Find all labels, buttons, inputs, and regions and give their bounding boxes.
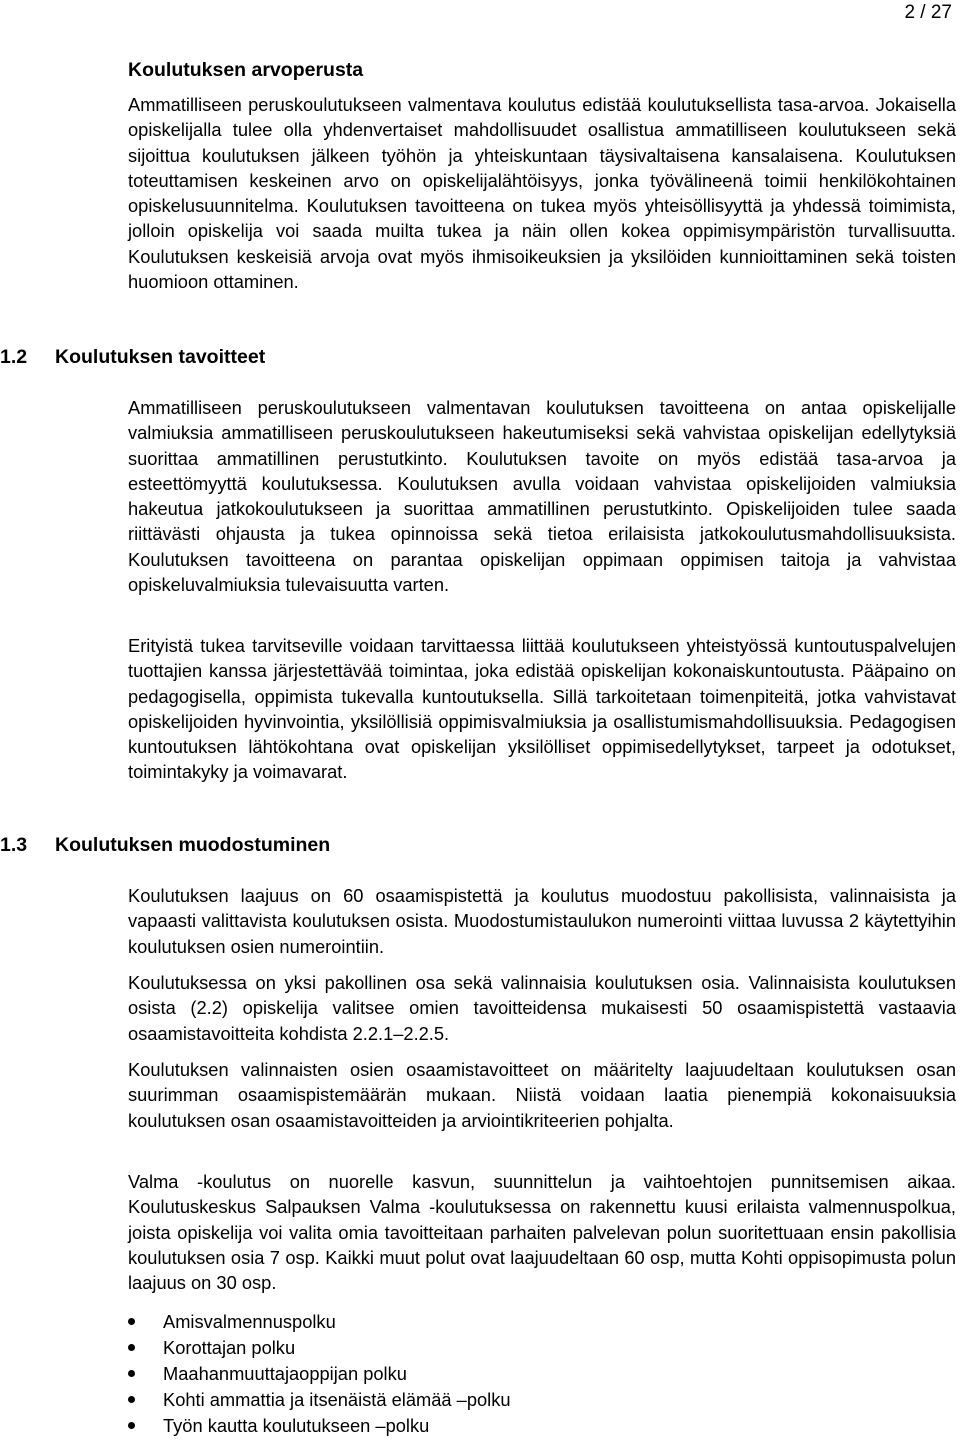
- paragraph-muodostuminen-1: Koulutuksen laajuus on 60 osaamispistettä ja koulutus muodostuu pakollisista, valinnaisista ja vapaasti valittavista koulutuksen osista. Muodostumistaulukon numerointi viittaa luvussa 2 käytettyihin koulutuksen osien numerointiin.: [128, 885, 956, 957]
- page-number: 2 / 27: [904, 2, 952, 23]
- paragraph-muodostuminen-4: Valma -koulutus on nuorelle kasvun, suunnittelun ja vaihtoehtojen punnitsemisen aikaa. Koulutuskeskus Salpauksen Valma -koulutuksessa on rakennettu kuusi erilaista valmennuspolkua, joista opiskelija voi valita omia tavoitteitaan parhaiten palvelevan polun suoritettuaan ensin pakollisia koulutuksen osia 7 osp. Kaikki muut polut ovat laajuudeltaan 60 osp, mutta Kohti oppisopimusta polun laajuus on 30 osp.: [128, 1171, 956, 1294]
- valmennuspolku-list: [128, 1309, 511, 1439]
- paragraph-arvoperusta: Ammatilliseen peruskoulutukseen valmentava koulutus edistää koulutuksellista tasa-arvoa. Jokaisella opiskelijalla tulee olla yhdenvertaiset mahdollisuudet osallistua ammatilliseen koulutukseen sekä sijoittua koulutuksen jälkeen työhön ja yhteiskuntaan täysivaltaisena kansalaisena. Koulutuksen toteuttamisen keskeinen arvo on opiskelijalähtöisyys, jonka työvälineenä toimii henkilökohtainen opiskelusuunnitelma. Koulutuksen tavoitteena on tukea myös yhteisöllisyyttä ja yhdessä toimimista, jolloin opiskelija voi saada muilta tukea ja näin ollen kokea oppimisympäristön turvallisuutta. Koulutuksen keskeisiä arvoja ovat myös ihmisoikeuksien ja yksilöiden kunnioittaminen sekä toisten huomioon ottaminen.: [128, 94, 956, 293]
- bullet-icon: [128, 1370, 135, 1377]
- bullet-icon: [128, 1318, 135, 1325]
- paragraph-muodostuminen-2: Koulutuksessa on yksi pakollinen osa sekä valinnaisia koulutuksen osia. Valinnaisista koulutuksen osista (2.2) opiskelija valitsee omien tavoitteidensa mukaisesti 50 osaamispistettä vastaavia osaamistavoitteita kohdista 2.2.1–2.2.5.: [128, 972, 956, 1044]
- paragraph-tavoitteet-1: Ammatilliseen peruskoulutukseen valmentavan koulutuksen tavoitteena on antaa opiskelijalle valmiuksia ammatilliseen peruskoulutukseen hakeutumiseksi sekä vahvistaa opiskelijan edellytyksiä suorittaa ammatillinen perustutkinto. Koulutuksen tavoite on myös edistää tasa-arvoa ja esteettömyyttä koulutuksessa. Koulutuksen avulla voidaan vahvistaa opiskelijoiden valmiuksia hakeutua jatkokoulutukseen ja suorittaa ammatillinen perustutkinto. Opiskelijoiden tulee saada riittävästi ohjausta ja tukea opinnoissa sekä tietoa erilaisista jatkokoulutusmahdollisuuksista. Koulutuksen tavoitteena on parantaa opiskelijan oppimaan oppimisen taitoja ja vahvistaa opiskeluvalmiuksia tulevaisuutta varten.: [128, 397, 956, 596]
- bullet-icon: [128, 1344, 135, 1351]
- bullet-icon: [128, 1396, 135, 1403]
- section-heading-muodostuminen: [0, 833, 330, 857]
- section-heading-tavoitteet: [0, 345, 265, 369]
- paragraph-muodostuminen-3: Koulutuksen valinnaisten osien osaamistavoitteet on määritelty laajuudeltaan koulutuksen osan suurimman osaamispistemäärän mukaan. Niistä voidaan laatia pienempiä kokonaisuuksia koulutuksen osan osaamistavoitteiden ja arviointikriteerien pohjalta.: [128, 1059, 956, 1131]
- bullet-icon: [128, 1422, 135, 1429]
- list-item: Työn kautta koulutukseen –polku: [128, 1413, 511, 1439]
- list-item: Maahanmuuttajaoppijan polku: [128, 1361, 511, 1387]
- heading-arvoperusta: Koulutuksen arvoperusta: [128, 59, 364, 81]
- section-number: 1.3: [0, 834, 28, 856]
- list-item: Korottajan polku: [128, 1335, 511, 1361]
- section-title: Koulutuksen muodostuminen: [55, 834, 331, 856]
- list-item: Amisvalmennuspolku: [128, 1309, 511, 1335]
- section-title: Koulutuksen tavoitteet: [55, 346, 266, 368]
- section-number: 1.2: [0, 346, 28, 368]
- list-item: Kohti ammattia ja itsenäistä elämää –polku: [128, 1387, 511, 1413]
- paragraph-tavoitteet-2: Erityistä tukea tarvitseville voidaan tarvittaessa liittää koulutukseen yhteistyössä kuntoutuspalvelujen tuottajien kanssa järjestettävää toimintaa, joka edistää opiskelijan kokonaiskuntoutusta. Pääpaino on pedagogisella, oppimista tukevalla kuntoutuksella. Sillä tarkoitetaan toimenpiteitä, jotka vahvistavat opiskelijoiden hyvinvointia, yksilöllisiä oppimisvalmiuksia ja osallistumismahdollisuuksia. Pedagogisen kuntoutuksen lähtökohtana ovat opiskelijan yksilölliset oppimisedellytykset, tarpeet ja odotukset, toimintakyky ja voimavarat.: [128, 635, 956, 783]
